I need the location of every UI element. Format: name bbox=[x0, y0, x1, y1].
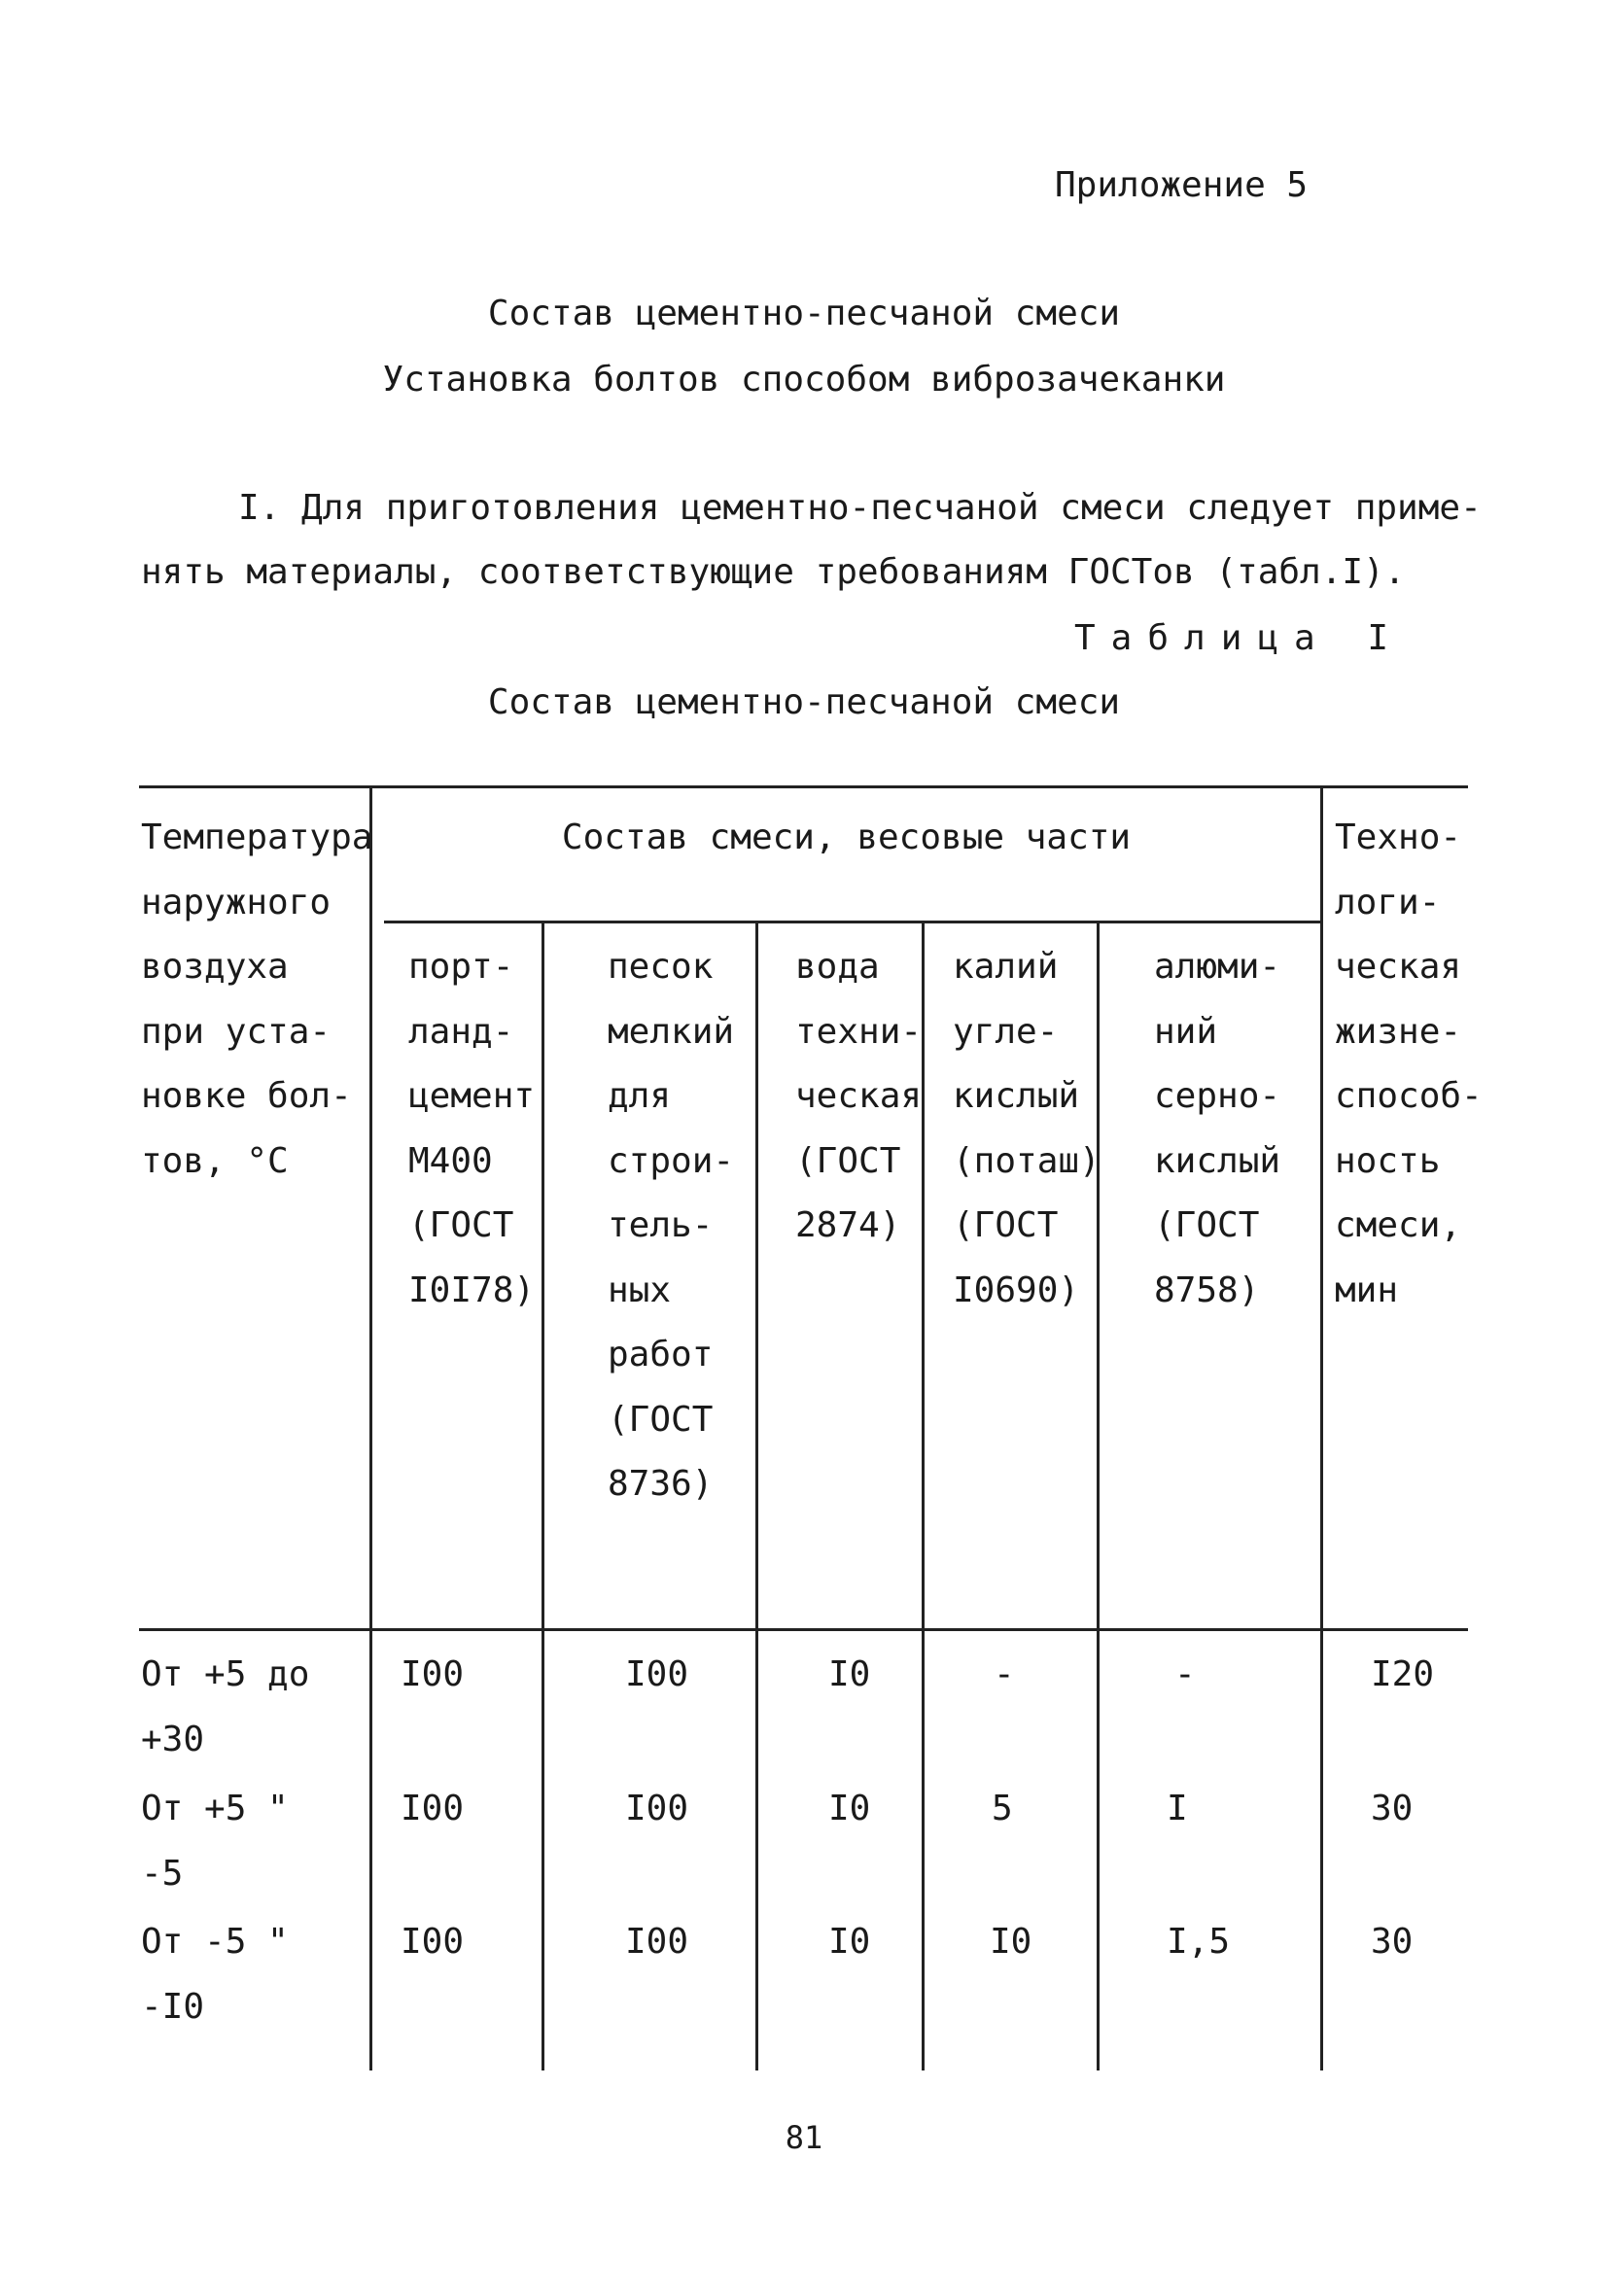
col-divider-sand bbox=[755, 921, 758, 2070]
table-cell-aluminum: I,5 bbox=[1167, 1922, 1231, 1962]
table-cell-cement: I00 bbox=[401, 1789, 465, 1828]
header-sand: песок мелкий для строи- тель- ных работ (ГОСТ 8736) bbox=[608, 947, 735, 1504]
table-cell-aluminum: - bbox=[1174, 1654, 1196, 1694]
header-composition: Состав смеси, весовые части bbox=[561, 818, 1132, 857]
page-number: 81 bbox=[785, 2119, 823, 2156]
header-aluminum: алюми- ний серно- кислый (ГОСТ 8758) bbox=[1154, 947, 1281, 1310]
col-divider-cement bbox=[542, 921, 544, 2070]
table-label: Таблица I bbox=[1074, 618, 1405, 658]
table-cell-water: I0 bbox=[828, 1654, 871, 1694]
table-cell-cement: I00 bbox=[401, 1922, 465, 1962]
table-cell-sand: I00 bbox=[625, 1789, 689, 1828]
table-cell-water: I0 bbox=[828, 1789, 871, 1828]
table-top-rule bbox=[139, 785, 1468, 788]
header-potash: калий угле- кислый (поташ) (ГОСТ I0690) bbox=[953, 947, 1101, 1310]
header-lifetime: Техно- логи- ческая жизне- способ- ность смеси, мин bbox=[1335, 818, 1483, 1310]
table-cell-sand: I00 bbox=[625, 1922, 689, 1962]
document-subtitle: Установка болтов способом виброзачеканки bbox=[382, 360, 1226, 400]
appendix-label: Приложение 5 bbox=[1055, 165, 1309, 205]
table-cell-potash: 5 bbox=[992, 1789, 1013, 1828]
header-bottom-rule bbox=[139, 1628, 1468, 1631]
table-cell-aluminum: I bbox=[1167, 1789, 1188, 1828]
table-row-temp: От -5 " -I0 bbox=[141, 1922, 289, 2027]
header-temperature: Температура наружного воздуха при уста- новке бол- тов, °С bbox=[141, 818, 373, 1181]
paragraph-line-2: нять материалы, соответствующие требованиям ГОСТов (табл.I). bbox=[141, 552, 1406, 592]
table-cell-cement: I00 bbox=[401, 1654, 465, 1694]
document-title: Состав цементно-песчаной смеси bbox=[487, 294, 1121, 333]
table-cell-lifetime: 30 bbox=[1371, 1789, 1414, 1828]
table-cell-potash: I0 bbox=[990, 1922, 1032, 1962]
paragraph-line-1: I. Для приготовления цементно-песчаной смеси следует приме- bbox=[238, 488, 1482, 528]
table-caption: Состав цементно-песчаной смеси bbox=[487, 682, 1121, 722]
subheader-rule bbox=[384, 921, 1320, 923]
table-row-temp: От +5 до +30 bbox=[141, 1654, 310, 1759]
table-cell-lifetime: I20 bbox=[1371, 1654, 1435, 1694]
col-divider-aluminum bbox=[1320, 785, 1323, 2070]
table-cell-sand: I00 bbox=[625, 1654, 689, 1694]
header-cement: порт- ланд- цемент М400 (ГОСТ I0I78) bbox=[408, 947, 536, 1310]
table-cell-potash: - bbox=[994, 1654, 1015, 1694]
table-row-temp: От +5 " -5 bbox=[141, 1789, 289, 1894]
col-divider-water bbox=[922, 921, 925, 2070]
table-cell-water: I0 bbox=[828, 1922, 871, 1962]
table-cell-lifetime: 30 bbox=[1371, 1922, 1414, 1962]
header-water: вода техни- ческая (ГОСТ 2874) bbox=[795, 947, 923, 1245]
